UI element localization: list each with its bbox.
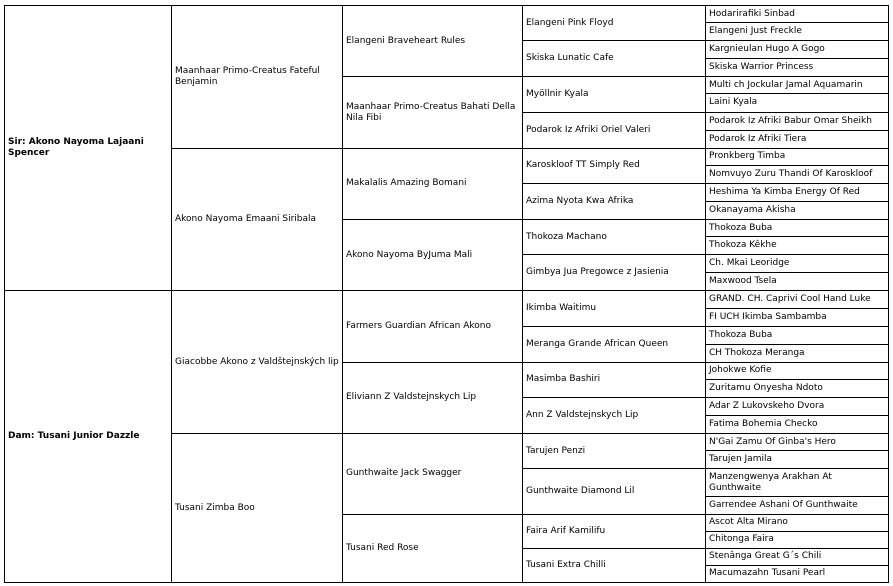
ancestor-gen5: Macumazahn Tusani Pearl — [706, 565, 889, 582]
sire-sire-name: Maanhaar Primo-Creatus Fateful Benjamin — [172, 6, 343, 149]
ancestor-gen5: Fatima Bohemia Checko — [706, 416, 889, 434]
ancestor-gen3: Makalalis Amazing Bomani — [343, 148, 523, 219]
ancestor-gen5: Podarok Iz Afriki Babur Omar Sheikh — [706, 112, 889, 130]
ancestor-gen5: Pronkberg Timba — [706, 148, 889, 165]
ancestor-gen5: Hodarirafiki Sinbad — [706, 6, 889, 23]
ancestor-gen5: N'Gai Zamu Of Ginba's Hero — [706, 434, 889, 451]
ancestor-gen5: Maxwood Tsela — [706, 273, 889, 291]
ancestor-gen4: Gunthwaite Diamond Lil — [523, 469, 706, 514]
ancestor-gen5: Stenânga Great G´s Chili — [706, 548, 889, 565]
ancestor-gen5: GRAND. CH. Caprivi Cool Hand Luke — [706, 291, 889, 308]
ancestor-gen5: Skiska Warrior Princess — [706, 59, 889, 77]
ancestor-gen5: Thokoza Buba — [706, 220, 889, 237]
ancestor-gen4: Ikimba Waitimu — [523, 291, 706, 326]
ancestor-gen5: Chitonga Faira — [706, 531, 889, 548]
ancestor-gen3: Eliviann Z Valdstejnskych Lip — [343, 362, 523, 433]
ancestor-gen4: Podarok Iz Afriki Oriel Valeri — [523, 112, 706, 148]
ancestor-gen4: Skiska Lunatic Cafe — [523, 41, 706, 77]
ancestor-gen5: Thokoza Kêkhe — [706, 237, 889, 255]
ancestor-gen4: Azima Nyota Kwa Afrika — [523, 183, 706, 219]
ancestor-gen4: Karoskloof TT Simply Red — [523, 148, 706, 183]
ancestor-gen4: Ann Z Valdstejnskych Lip — [523, 397, 706, 433]
dam-dam-name: Tusani Zimba Boo — [172, 434, 343, 583]
ancestor-gen4: Thokoza Machano — [523, 220, 706, 255]
ancestor-gen5: Johokwe Kofie — [706, 362, 889, 379]
ancestor-gen3: Farmers Guardian African Akono — [343, 291, 523, 362]
ancestor-gen3: Elangeni Braveheart Rules — [343, 6, 523, 77]
dam-sire-name: Giacobbe Akono z Valdštejnských lip — [172, 291, 343, 434]
ancestor-gen3: Tusani Red Rose — [343, 514, 523, 582]
ancestor-gen5: Zuritamu Onyesha Ndoto — [706, 379, 889, 397]
ancestor-gen5: Podarok Iz Afriki Tiera — [706, 130, 889, 148]
ancestor-gen3: Akono Nayoma ByJuma Mali — [343, 220, 523, 291]
ancestor-gen5: Ch. Mkai Leoridge — [706, 255, 889, 273]
ancestor-gen5: Heshima Ya Kimba Energy Of Red — [706, 183, 889, 201]
ancestor-gen5: Tarujen Jamila — [706, 451, 889, 469]
ancestor-gen5: Garrendee Ashani Of Gunthwaite — [706, 497, 889, 514]
ancestor-gen3: Maanhaar Primo-Creatus Bahati Della Nila Fibi — [343, 77, 523, 148]
sire-dam-name: Akono Nayoma Emaani Siribala — [172, 148, 343, 291]
ancestor-gen5: FI UCH Ikimba Sambamba — [706, 308, 889, 326]
ancestor-gen5: Elangeni Just Freckle — [706, 23, 889, 41]
ancestor-gen5: CH Thokoza Meranga — [706, 344, 889, 362]
ancestor-gen5: Ascot Alta Mirano — [706, 514, 889, 531]
ancestor-gen4: Gimbya Jua Pregowce z Jasienia — [523, 255, 706, 291]
ancestor-gen5: Nomvuyo Zuru Thandi Of Karoskloof — [706, 165, 889, 183]
ancestor-gen4: Tarujen Penzi — [523, 434, 706, 469]
ancestor-gen4: Myöllnir Kyala — [523, 77, 706, 112]
ancestor-gen5: Laini Kyala — [706, 94, 889, 112]
ancestor-gen5: Manzengwenya Arakhan At Gunthwaite — [706, 469, 889, 497]
ancestor-gen5: Okanayama Akisha — [706, 201, 889, 219]
ancestor-gen4: Meranga Grande African Queen — [523, 326, 706, 362]
ancestor-gen4: Masimba Bashiri — [523, 362, 706, 397]
ancestor-gen5: Kargnieulan Hugo A Gogo — [706, 41, 889, 59]
dam-name: Dam: Tusani Junior Dazzle — [5, 291, 172, 583]
ancestor-gen4: Tusani Extra Chilli — [523, 548, 706, 582]
ancestor-gen4: Elangeni Pink Floyd — [523, 6, 706, 41]
ancestor-gen4: Faira Arif Kamilifu — [523, 514, 706, 548]
ancestor-gen5: Thokoza Buba — [706, 326, 889, 344]
ancestor-gen5: Adar Z Lukovskeho Dvora — [706, 397, 889, 415]
pedigree-table — [4, 5, 889, 583]
ancestor-gen3: Gunthwaite Jack Swagger — [343, 434, 523, 514]
ancestor-gen5: Multi ch Jockular Jamal Aquamarin — [706, 77, 889, 94]
sire-name: Sir: Akono Nayoma Lajaani Spencer — [5, 6, 172, 291]
